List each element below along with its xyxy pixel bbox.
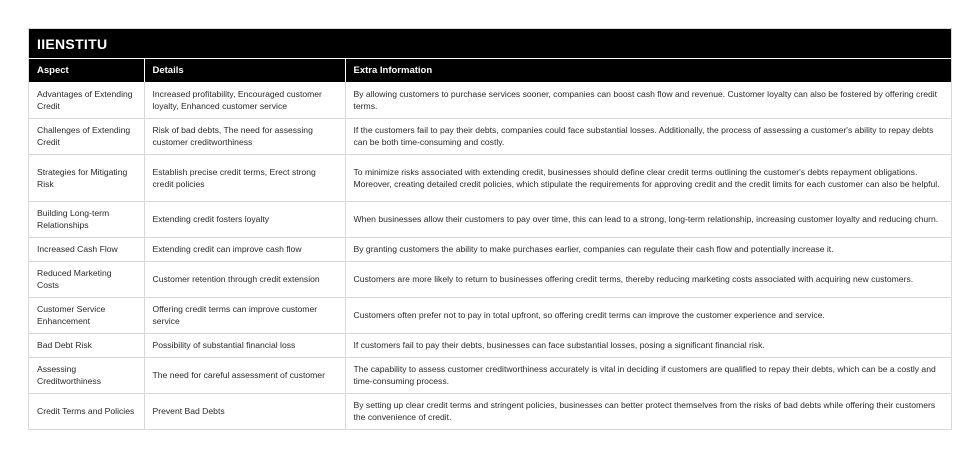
column-header-aspect: Aspect <box>29 59 144 83</box>
cell-extra-information: If the customers fail to pay their debts, companies could face substantial losses. Additionally, the process of assessing a customer's ability to repay debts can be both time-consuming and costly. <box>345 118 951 154</box>
table-row <box>29 333 951 357</box>
cell-extra-information: Customers are more likely to return to businesses offering credit terms, thereby reducing marketing costs associated with acquiring new customers. <box>345 261 951 297</box>
table-row <box>29 82 951 118</box>
cell-details: Extending credit fosters loyalty <box>144 201 345 237</box>
cell-aspect: Customer Service Enhancement <box>29 297 144 333</box>
cell-aspect: Challenges of Extending Credit <box>29 118 144 154</box>
cell-extra-information: When businesses allow their customers to pay over time, this can lead to a strong, long-term relationship, increasing customer loyalty and reducing churn. <box>345 201 951 237</box>
cell-extra-information: By allowing customers to purchase services sooner, companies can boost cash flow and revenue. Customer loyalty can also be fostered by offering credit terms. <box>345 82 951 118</box>
table-row <box>29 393 951 429</box>
cell-details: Increased profitability, Encouraged customer loyalty, Enhanced customer service <box>144 82 345 118</box>
table-row <box>29 201 951 237</box>
table-row <box>29 118 951 154</box>
cell-aspect: Advantages of Extending Credit <box>29 82 144 118</box>
cell-aspect: Reduced Marketing Costs <box>29 261 144 297</box>
table-row <box>29 357 951 393</box>
column-header-details: Details <box>144 59 345 83</box>
table-row <box>29 297 951 333</box>
cell-aspect: Bad Debt Risk <box>29 333 144 357</box>
cell-details: Establish precise credit terms, Erect strong credit policies <box>144 154 345 201</box>
cell-details: Customer retention through credit extension <box>144 261 345 297</box>
cell-extra-information: To minimize risks associated with extending credit, businesses should define clear credit terms outlining the customer's debts repayment obligations. Moreover, creating detailed credit policies, which stipulate the requirements for approving credit and the credit limits for each customer can also be helpful. <box>345 154 951 201</box>
cell-details: Offering credit terms can improve customer service <box>144 297 345 333</box>
cell-details: Possibility of substantial financial loss <box>144 333 345 357</box>
cell-extra-information: By setting up clear credit terms and stringent policies, businesses can better protect themselves from the risks of bad debts while offering their customers the convenience of credit. <box>353 400 936 423</box>
brand-header-bar <box>29 29 951 58</box>
info-table-card <box>28 28 952 430</box>
brand-logo-text: IIENSTITU <box>37 35 108 52</box>
cell-aspect: Strategies for Mitigating Risk <box>29 154 144 201</box>
table-row <box>29 154 951 201</box>
cell-extra-information: Customers often prefer not to pay in total upfront, so offering credit terms can improve the customer experience and service. <box>345 297 951 333</box>
cell-aspect: Credit Terms and Policies <box>29 393 144 429</box>
cell-aspect: Increased Cash Flow <box>29 237 144 261</box>
cell-details: The need for careful assessment of customer <box>144 357 345 393</box>
cell-details: Risk of bad debts, The need for assessing customer creditworthiness <box>144 118 345 154</box>
cell-extra-information: If customers fail to pay their debts, businesses can face substantial losses, posing a significant financial risk. <box>345 333 951 357</box>
table-header-row <box>29 59 951 83</box>
cell-aspect: Assessing Creditworthiness <box>29 357 144 393</box>
cell-details: Prevent Bad Debts <box>144 393 345 429</box>
column-header-extra-information: Extra Information <box>345 59 951 83</box>
cell-extra-information: The capability to assess customer creditworthiness accurately is vital in deciding if customers are qualified to repay their debts, which can be a costly and time-consuming process. <box>345 357 951 393</box>
cell-extra-information: By granting customers the ability to make purchases earlier, companies can regulate their cash flow and potentially increase it. <box>345 237 951 261</box>
cell-aspect: Building Long-term Relationships <box>29 201 144 237</box>
table-row <box>29 261 951 297</box>
table-row <box>29 237 951 261</box>
cell-details: Extending credit can improve cash flow <box>144 237 345 261</box>
data-table <box>29 58 951 429</box>
